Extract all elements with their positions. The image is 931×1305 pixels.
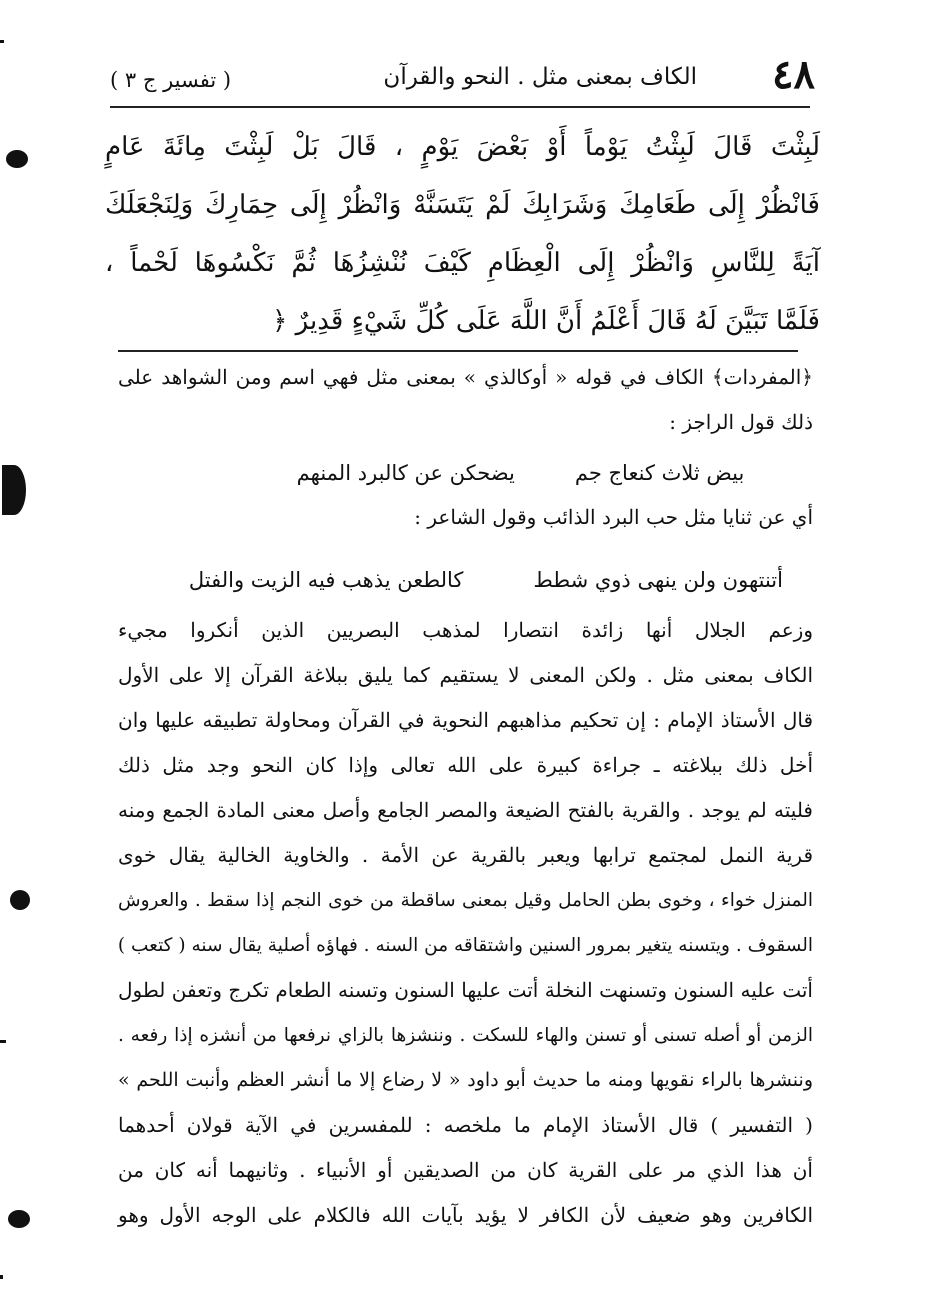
scan-edge-mark	[0, 1275, 3, 1279]
verse-line: لَبِثْتَ قَالَ لَبِثْتُ يَوْماً أَوْ بَعْضَ يَوْمٍ ، قَالَ بَلْ لَبِثْتَ مِائَةَ عَامٍ	[105, 132, 820, 162]
page-header	[95, 52, 815, 102]
scan-smudge	[6, 150, 28, 168]
vocabulary-line: ﴿المفردات﴾ الكاف في قوله « أوكالذي » بمعنى مثل فهي اسم ومن الشواهد على	[118, 365, 813, 389]
body-line: المنزل خواء ، وخوى بطن الحامل وقيل بمعنى ساقطة من خوى النجم إذا سقط . والعروش	[118, 890, 813, 911]
body-line: فليته لم يوجد . والقرية بالفتح الضيعة والمصر الجامع وأصل معنى المادة الجمع ومنه	[118, 798, 813, 822]
body-line: ( التفسير ) قال الأستاذ الإمام ما ملخصه : للمفسرين في الآية قولان أحدهما	[118, 1113, 813, 1137]
scan-smudge	[10, 890, 30, 910]
body-line: السقوف . ويتسنه يتغير بمرور السنين واشتقاقه من السنه . فهاؤه أصلية يقال سنه ( كتعب )	[117, 935, 813, 956]
body-line: وزعم الجلال أنها زائدة انتصارا لمذهب البصريين الذين أنكروا مجيء	[118, 618, 813, 642]
section-divider	[118, 350, 798, 352]
poem-verse	[118, 558, 813, 602]
scan-edge-mark	[0, 40, 4, 43]
body-line: الزمن أو أصله تسنى أو تسنن والهاء للسكت . وننشزها بالزاي نرفعها من أنشزه إذا رفعه .	[118, 1025, 813, 1046]
verse-line: فَانْظُرْ إِلَى طَعَامِكَ وَشَرَابِكَ لَمْ يَتَسَنَّهْ وَانْظُرْ إِلَى حِمَارِكَ وَلِنَجْعَلَكَ	[105, 190, 820, 220]
poem-hemistich-left: كالطعن يذهب فيه الزيت والفتل	[188, 568, 464, 592]
quran-verse-block	[105, 118, 820, 350]
body-line: وننشرها بالراء نقويها ومنه ما حديث أبو داود « لا رضاع إلا ما أنشر العظم وأنبت اللحم »	[118, 1069, 813, 1091]
body-line: أن هذا الذي مر على القرية كان من الصديقين أو الأنبياء . وثانيهما أنه كان من	[118, 1158, 813, 1182]
body-line: أخل ذلك ببلاغته ـ جراءة كبيرة على الله تعالى وإذا كان النحو وجد مثل ذلك	[118, 753, 813, 777]
running-title: الكاف بمعنى مثل . النحو والقرآن	[383, 64, 697, 90]
scan-edge-mark	[0, 1040, 6, 1043]
commentary-section	[118, 355, 813, 1238]
poem-gloss: أي عن ثنايا مثل حب البرد الذائب وقول الشاعر :	[414, 505, 813, 529]
body-line: قال الأستاذ الإمام : إن تحكيم مذاهبهم النحوية في القرآن ومحاولة تطبيقه عليها وان	[118, 708, 814, 732]
page-number: ٤٨	[772, 51, 815, 98]
poem-hemistich-left: يضحكن عن كالبرد المنهم	[296, 461, 515, 485]
poem-verse	[118, 451, 813, 495]
body-line: الكاف بمعنى مثل . ولكن المعنى لا يستقيم كما يليق ببلاغة القرآن إلا على الأول	[118, 663, 813, 687]
vocabulary-line: ذلك قول الراجز :	[669, 410, 813, 434]
scan-smudge	[2, 465, 26, 515]
body-line: أتت عليه السنون وتسنهت النخلة أتت عليها السنون وتسنه الطعام تكرج وتعفن لطول	[118, 978, 813, 1002]
verse-line: آيَةً لِلنَّاسِ وَانْظُرْ إِلَى الْعِظَامِ كَيْفَ نُنْشِزُهَا ثُمَّ نَكْسُوهَا لَحْماً ،	[105, 248, 820, 278]
scan-smudge	[8, 1210, 30, 1228]
body-line: الكافرين وهو ضعيف لأن الكافر لا يؤيد بآيات الله فالكلام على الوجه الأول وهو	[118, 1203, 813, 1227]
poem-hemistich-right: أتنتهون ولن ينهى ذوي شطط	[533, 568, 783, 592]
poem-hemistich-right: بيض ثلاث كنعاج جم	[574, 461, 745, 485]
verse-line: فَلَمَّا تَبَيَّنَ لَهُ قَالَ أَعْلَمُ أَنَّ اللَّهَ عَلَى كُلِّ شَيْءٍ قَدِيرٌ ﴿	[272, 306, 820, 336]
header-divider	[110, 106, 810, 108]
body-line: قرية النمل لمجتمع ترابها ويعبر بالقرية عن الأمة . والخاوية الخالية يقال خوى	[118, 843, 813, 867]
series-label: ( تفسير ج ٣ )	[110, 68, 232, 92]
